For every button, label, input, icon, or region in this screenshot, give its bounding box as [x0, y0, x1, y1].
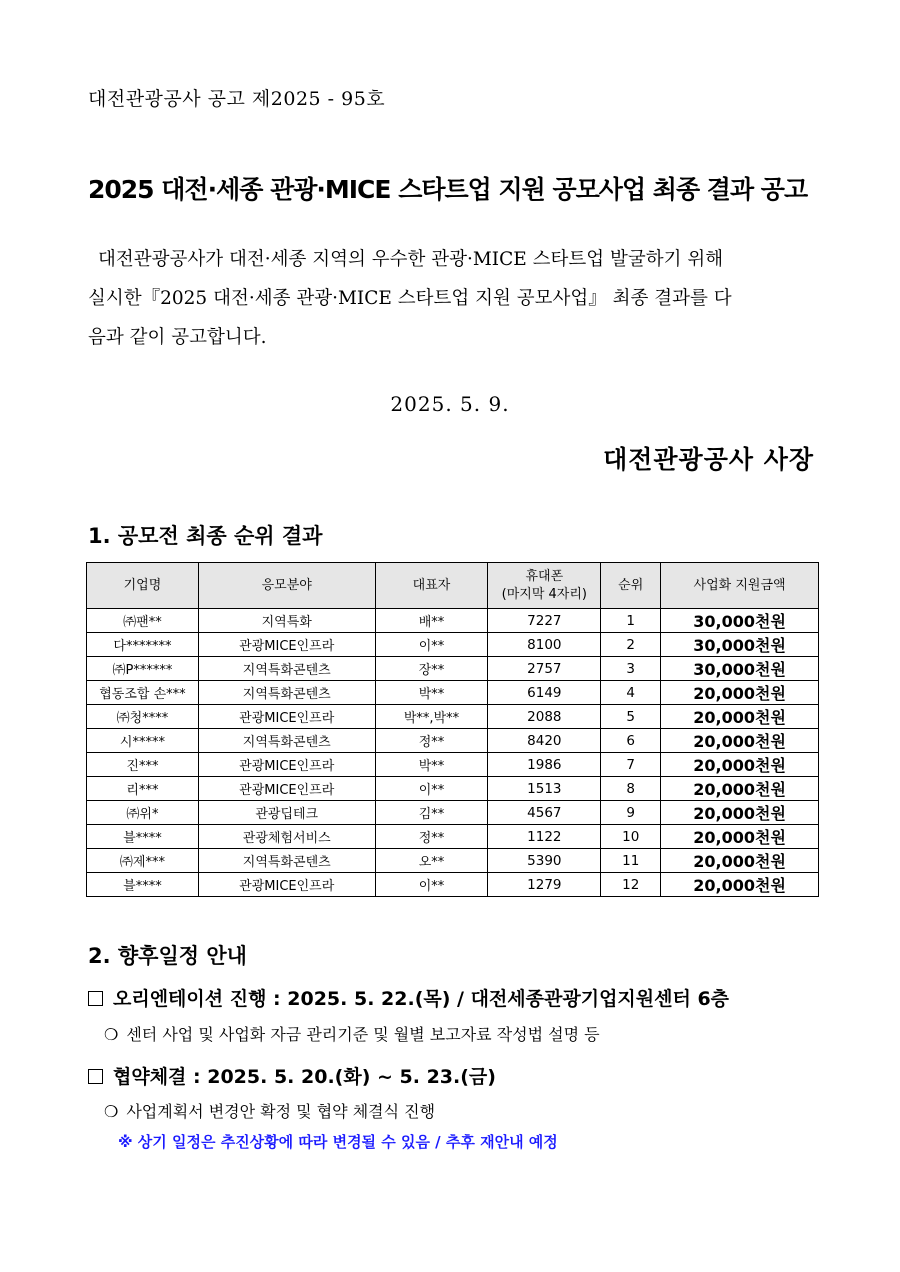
cell-field: 지역특화콘텐츠	[198, 849, 375, 873]
cell-representative: 이**	[375, 777, 488, 801]
cell-representative: 박**	[375, 681, 488, 705]
cell-representative: 박**	[375, 753, 488, 777]
notice-date: 2025. 5. 9.	[390, 392, 510, 416]
schedule-detail-text: 사업계획서 변경안 확정 및 협약 체결식 진행	[126, 1102, 436, 1121]
cell-company: ㈜팬**	[87, 609, 199, 633]
table-row	[87, 729, 819, 753]
cell-phone: 7227	[488, 609, 601, 633]
cell-company: 블****	[87, 873, 199, 897]
cell-phone: 8420	[488, 729, 601, 753]
col-representative: 대표자	[375, 563, 488, 609]
table-row	[87, 777, 819, 801]
intro-line: 실시한『2025 대전·세종 관광·MICE 스타트업 지원 공모사업』 최종 결과를 다	[88, 288, 732, 309]
cell-amount: 20,000천원	[661, 753, 819, 777]
col-amount: 사업화 지원금액	[661, 563, 819, 609]
intro-line: 대전관광공사가 대전·세종 지역의 우수한 관광·MICE 스타트업 발굴하기 위해	[98, 249, 724, 270]
col-phone-label: 휴대폰	[525, 568, 564, 584]
cell-company: ㈜P******	[87, 657, 199, 681]
schedule-item-text: 오리엔테이션 진행 : 2025. 5. 22.(목) / 대전세종관광기업지원센터 6층	[113, 988, 730, 1010]
cell-company: ㈜위*	[87, 801, 199, 825]
schedule-item-agreement	[88, 1062, 496, 1089]
cell-phone: 2088	[488, 705, 601, 729]
cell-field: 관광MICE인프라	[198, 873, 375, 897]
results-table	[86, 562, 819, 897]
table-row	[87, 753, 819, 777]
cell-phone: 1513	[488, 777, 601, 801]
schedule-item-text: 협약체결 : 2025. 5. 20.(화) ~ 5. 23.(금)	[113, 1066, 496, 1088]
col-company: 기업명	[87, 563, 199, 609]
cell-company: 시*****	[87, 729, 199, 753]
cell-phone: 5390	[488, 849, 601, 873]
section-2-heading: 2. 향후일정 안내	[88, 944, 247, 968]
cell-rank: 6	[601, 729, 661, 753]
cell-amount: 20,000천원	[661, 705, 819, 729]
checkbox-square-icon	[88, 1069, 103, 1084]
cell-rank: 10	[601, 825, 661, 849]
schedule-item-orientation	[88, 984, 729, 1011]
col-rank: 순위	[601, 563, 661, 609]
signatory: 대전관광공사 사장	[603, 445, 814, 474]
table-row	[87, 801, 819, 825]
cell-phone: 8100	[488, 633, 601, 657]
cell-representative: 장**	[375, 657, 488, 681]
circle-bullet-icon: ❍	[104, 1025, 119, 1044]
cell-representative: 오**	[375, 849, 488, 873]
table-row	[87, 825, 819, 849]
cell-field: 관광딥테크	[198, 801, 375, 825]
cell-amount: 20,000천원	[661, 873, 819, 897]
table-row	[87, 873, 819, 897]
cell-field: 지역특화콘텐츠	[198, 657, 375, 681]
section-1-heading: 1. 공모전 최종 순위 결과	[88, 524, 323, 548]
notice-number: 대전관광공사 공고 제2025 - 95호	[88, 88, 386, 110]
cell-representative: 김**	[375, 801, 488, 825]
cell-phone: 1122	[488, 825, 601, 849]
cell-field: 지역특화콘텐츠	[198, 729, 375, 753]
cell-field: 관광MICE인프라	[198, 705, 375, 729]
cell-phone: 2757	[488, 657, 601, 681]
cell-company: 진***	[87, 753, 199, 777]
cell-company: 다*******	[87, 633, 199, 657]
schedule-detail-text: 센터 사업 및 사업화 자금 관리기준 및 월별 보고자료 작성법 설명 등	[126, 1025, 600, 1044]
cell-amount: 20,000천원	[661, 801, 819, 825]
cell-field: 관광MICE인프라	[198, 633, 375, 657]
schedule-detail-agreement	[104, 1099, 435, 1122]
intro-line: 음과 같이 공고합니다.	[88, 327, 267, 348]
table-row	[87, 705, 819, 729]
cell-phone: 1279	[488, 873, 601, 897]
table-body	[87, 609, 819, 897]
schedule-note: ※ 상기 일정은 추진상황에 따라 변경될 수 있음 / 추후 재안내 예정	[118, 1133, 558, 1151]
cell-representative: 이**	[375, 633, 488, 657]
intro-paragraph	[88, 240, 820, 357]
cell-phone: 1986	[488, 753, 601, 777]
cell-field: 지역특화콘텐츠	[198, 681, 375, 705]
schedule-detail-orientation	[104, 1022, 600, 1045]
cell-rank: 3	[601, 657, 661, 681]
cell-rank: 12	[601, 873, 661, 897]
cell-company: 협동조합 손***	[87, 681, 199, 705]
cell-field: 관광MICE인프라	[198, 777, 375, 801]
cell-company: ㈜청****	[87, 705, 199, 729]
cell-rank: 8	[601, 777, 661, 801]
table-row	[87, 609, 819, 633]
cell-amount: 30,000천원	[661, 633, 819, 657]
cell-field: 관광MICE인프라	[198, 753, 375, 777]
col-field: 응모분야	[198, 563, 375, 609]
cell-representative: 이**	[375, 873, 488, 897]
cell-phone: 4567	[488, 801, 601, 825]
table-header-row	[87, 563, 819, 609]
cell-representative: 정**	[375, 729, 488, 753]
cell-amount: 30,000천원	[661, 609, 819, 633]
cell-representative: 박**,박**	[375, 705, 488, 729]
circle-bullet-icon: ❍	[104, 1102, 119, 1121]
cell-representative: 배**	[375, 609, 488, 633]
col-phone	[488, 563, 601, 609]
cell-amount: 20,000천원	[661, 825, 819, 849]
page-title: 2025 대전·세종 관광·MICE 스타트업 지원 공모사업 최종 결과 공고	[88, 175, 808, 204]
table-row	[87, 633, 819, 657]
cell-amount: 20,000천원	[661, 777, 819, 801]
table-row	[87, 657, 819, 681]
col-phone-sublabel: (마지막 4자리)	[501, 586, 587, 602]
cell-amount: 20,000천원	[661, 849, 819, 873]
cell-company: 리***	[87, 777, 199, 801]
cell-rank: 1	[601, 609, 661, 633]
cell-rank: 11	[601, 849, 661, 873]
cell-field: 지역특화	[198, 609, 375, 633]
cell-company: 블****	[87, 825, 199, 849]
cell-rank: 5	[601, 705, 661, 729]
cell-representative: 정**	[375, 825, 488, 849]
cell-rank: 4	[601, 681, 661, 705]
cell-phone: 6149	[488, 681, 601, 705]
cell-amount: 20,000천원	[661, 729, 819, 753]
cell-rank: 9	[601, 801, 661, 825]
table-row	[87, 681, 819, 705]
cell-amount: 20,000천원	[661, 681, 819, 705]
checkbox-square-icon	[88, 991, 103, 1006]
cell-rank: 7	[601, 753, 661, 777]
cell-field: 관광체험서비스	[198, 825, 375, 849]
cell-company: ㈜제***	[87, 849, 199, 873]
cell-rank: 2	[601, 633, 661, 657]
cell-amount: 30,000천원	[661, 657, 819, 681]
table-row	[87, 849, 819, 873]
